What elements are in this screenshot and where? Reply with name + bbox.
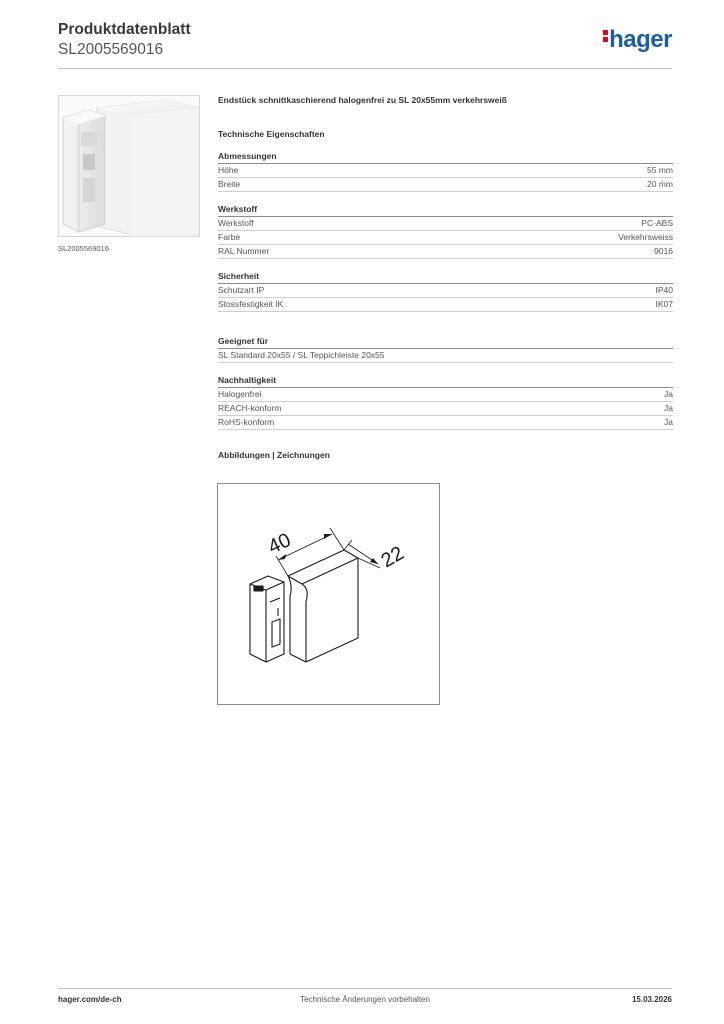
- row-label: SL Standard 20x55 / SL Teppichleiste 20x55: [218, 350, 385, 360]
- table-row: [218, 231, 673, 245]
- group-werkstoff: [218, 204, 673, 259]
- row-value: Verkehrsweiss: [618, 232, 673, 242]
- article-number: SL2005569016: [58, 41, 164, 58]
- table-row: [218, 388, 673, 402]
- photo-caption: SL2005569016: [58, 244, 109, 253]
- row-value: PC-ABS: [641, 218, 673, 228]
- row-label: Breite: [218, 179, 241, 189]
- table-row: [218, 416, 673, 430]
- row-label: RoHS-konform: [218, 417, 275, 427]
- group-sicherheit: [218, 271, 673, 312]
- table-row: [218, 298, 673, 312]
- technical-properties-heading: Technische Eigenschaften: [218, 129, 325, 139]
- row-label: REACH-konform: [218, 403, 282, 413]
- document-title: Produktdatenblatt: [58, 21, 191, 38]
- row-value: Ja: [664, 403, 673, 413]
- group-geeignet: [218, 336, 673, 363]
- group-title: Geeignet für: [218, 336, 673, 349]
- group-title: Abmessungen: [218, 151, 673, 164]
- row-value: IP40: [655, 285, 673, 295]
- row-label: Werkstoff: [218, 218, 254, 228]
- row-label: Höhe: [218, 165, 239, 175]
- footer-divider: [58, 988, 672, 989]
- table-row: [218, 402, 673, 416]
- row-value: IK07: [655, 299, 673, 309]
- table-row: [218, 164, 673, 178]
- group-title: Sicherheit: [218, 271, 673, 284]
- row-value: Ja: [664, 389, 673, 399]
- row-label: Halogenfrei: [218, 389, 262, 399]
- table-row: [218, 284, 673, 298]
- row-value: 9016: [654, 246, 673, 256]
- hager-logo: [603, 26, 672, 54]
- table-row: [218, 178, 673, 192]
- table-row: [218, 245, 673, 259]
- group-nachhaltigkeit: [218, 375, 673, 430]
- table-row: [218, 349, 673, 363]
- page-header: [58, 20, 672, 68]
- drawings-heading: Abbildungen | Zeichnungen: [218, 450, 330, 460]
- row-label: Farbe: [218, 232, 241, 242]
- row-label: Schutzart IP: [218, 285, 265, 295]
- dimension-depth-label: 40: [264, 529, 295, 559]
- product-details: [218, 95, 673, 460]
- group-title: Werkstoff: [218, 204, 673, 217]
- group-title: Nachhaltigkeit: [218, 375, 673, 388]
- logo-text: hager: [609, 26, 672, 53]
- row-label: RAL Nummer: [218, 246, 270, 256]
- group-abmessungen: [218, 151, 673, 192]
- product-description: Endstück schnittkaschierend halogenfrei zu SL 20x55mm verkehrsweiß: [218, 95, 507, 105]
- end-cap-photo-icon: [59, 96, 200, 237]
- page-footer: [58, 995, 672, 1009]
- technical-drawing: [217, 483, 440, 705]
- logo-dots-icon: [603, 28, 608, 44]
- row-value: Ja: [664, 417, 673, 427]
- table-row: [218, 217, 673, 231]
- row-label: Stossfestigkeit IK: [218, 299, 284, 309]
- footer-date: 15.03.2026: [631, 995, 672, 1004]
- dimension-width-label: 22: [377, 542, 408, 573]
- row-value: 55 mm: [647, 165, 673, 175]
- dimension-drawing-icon: [218, 484, 439, 704]
- header-divider: [58, 68, 672, 69]
- product-photo: [58, 95, 200, 237]
- footer-website-link[interactable]: hager.com/de-ch: [58, 995, 122, 1004]
- row-value: 20 mm: [647, 179, 673, 189]
- footer-notice: Technische Änderungen vorbehalten: [300, 995, 430, 1004]
